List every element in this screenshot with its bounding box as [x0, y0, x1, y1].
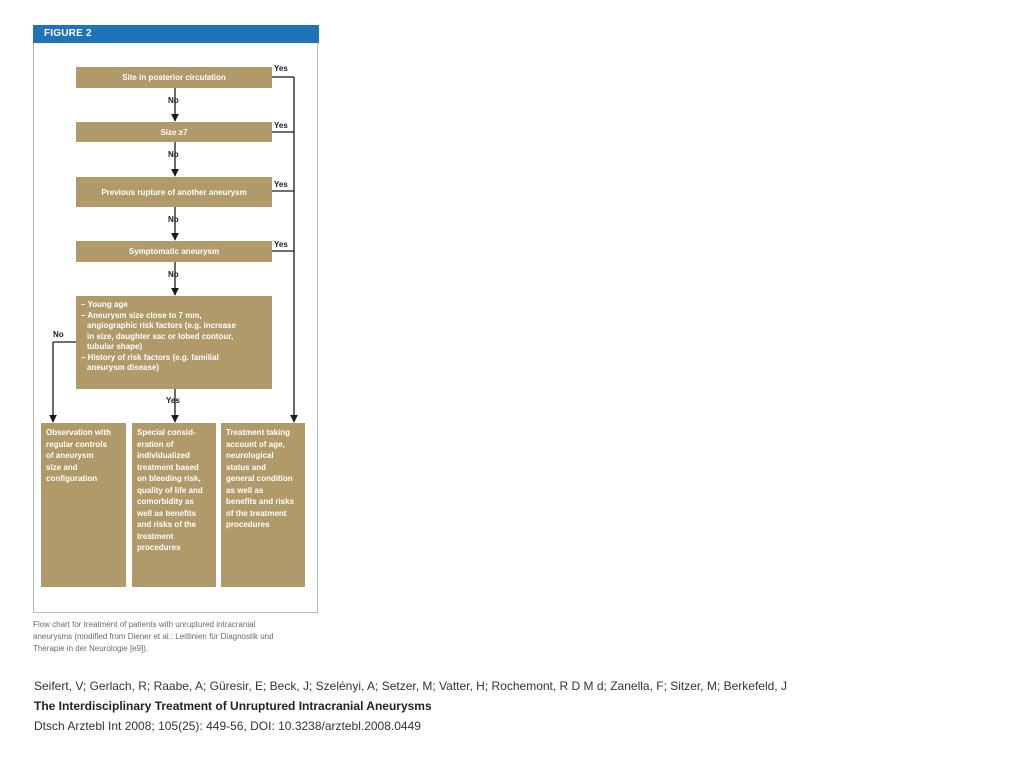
outcome-line: comorbidity as: [137, 497, 194, 506]
outcome-line: Treatment taking: [226, 428, 291, 437]
label-no-3: No: [168, 215, 179, 224]
caption-line: Therapie in der Neurologie [e9]).: [33, 644, 149, 653]
risk-line: – History of risk factors (e.g. familial: [81, 352, 219, 362]
reference-citation: Dtsch Arztebl Int 2008; 105(25): 449-56, DOI: 10.3238/arztebl.2008.0449: [34, 719, 421, 733]
label-yes-rupture: Yes: [274, 180, 288, 189]
label-no-4: No: [168, 270, 179, 279]
outcome-line: procedures: [226, 520, 270, 529]
risk-line: – Young age: [81, 300, 128, 309]
outcome-line: benefits and risks: [226, 497, 295, 506]
outcome-line: configuration: [46, 474, 98, 483]
label-no-2: No: [168, 150, 179, 159]
label-yes-size: Yes: [274, 121, 288, 130]
outcome-line: eration of: [137, 439, 174, 449]
label-no-1: No: [168, 96, 179, 105]
label-no-risk: No: [53, 330, 64, 339]
caption-line: Flow chart for treatment of patients with unruptured intracranial: [33, 620, 256, 629]
outcome-line: account of age,: [226, 439, 285, 449]
node-posterior-circulation: Site in posterior circulation: [76, 67, 272, 88]
outcome-line: status and: [226, 462, 267, 472]
node-size: Size ≥7: [76, 122, 272, 142]
outcome-line: general condition: [226, 474, 293, 483]
reference-authors: Seifert, V; Gerlach, R; Raabe, A; Güresir, E; Beck, J; Szelényi, A; Setzer, M; Vatter, H; Rochemont, R D M d; Zanella, F; Sitzer, M; Berkefeld, J: [34, 679, 787, 693]
outcome-special-consideration: [132, 423, 216, 587]
outcome-line: as well as: [226, 485, 264, 495]
outcome-line: quality of life and: [137, 485, 203, 495]
label-yes-risk: Yes: [166, 396, 180, 405]
figure-caption: [33, 619, 323, 655]
outcome-line: treatment: [137, 531, 174, 541]
risk-line: in size, daughter sac or lobed contour,: [87, 331, 234, 341]
outcome-line: procedures: [137, 543, 181, 552]
outcome-line: treatment based: [137, 462, 199, 472]
outcome-line: on bleeding risk,: [137, 474, 201, 483]
figure-header: FIGURE 2: [33, 25, 319, 43]
risk-line: – Aneurysm size close to 7 mm,: [81, 310, 202, 320]
label-yes-symptomatic: Yes: [274, 240, 288, 249]
risk-line: aneurysm disease): [87, 363, 160, 372]
outcome-line: neurological: [226, 451, 274, 460]
outcome-line: well as benefits: [137, 508, 197, 518]
node-symptomatic: Symptomatic aneurysm: [76, 241, 272, 262]
risk-line: tubular shape): [87, 342, 143, 351]
outcome-line: Special consid-: [137, 428, 196, 437]
outcome-line: of the treatment: [226, 508, 287, 518]
outcome-line: of aneurysm: [46, 451, 94, 460]
outcome-line: individualized: [137, 451, 190, 460]
label-yes-posterior: Yes: [274, 64, 288, 73]
node-previous-rupture: Previous rupture of another aneurysm: [76, 177, 272, 207]
outcome-treatment: [221, 423, 305, 587]
caption-line: aneurysms (modified from Diener et al.: Leitlinien für Diagnostik und: [33, 632, 274, 641]
outcome-line: regular controls: [46, 439, 107, 449]
outcome-observation: [41, 423, 126, 587]
outcome-line: size and: [46, 462, 78, 472]
node-risk-factors: [76, 296, 272, 389]
reference-title: The Interdisciplinary Treatment of Unruptured Intracranial Aneurysms: [34, 699, 432, 713]
outcome-line: and risks of the: [137, 520, 197, 529]
outcome-line: Observation with: [46, 428, 111, 437]
risk-line: angiographic risk factors (e.g. increase: [87, 321, 236, 330]
